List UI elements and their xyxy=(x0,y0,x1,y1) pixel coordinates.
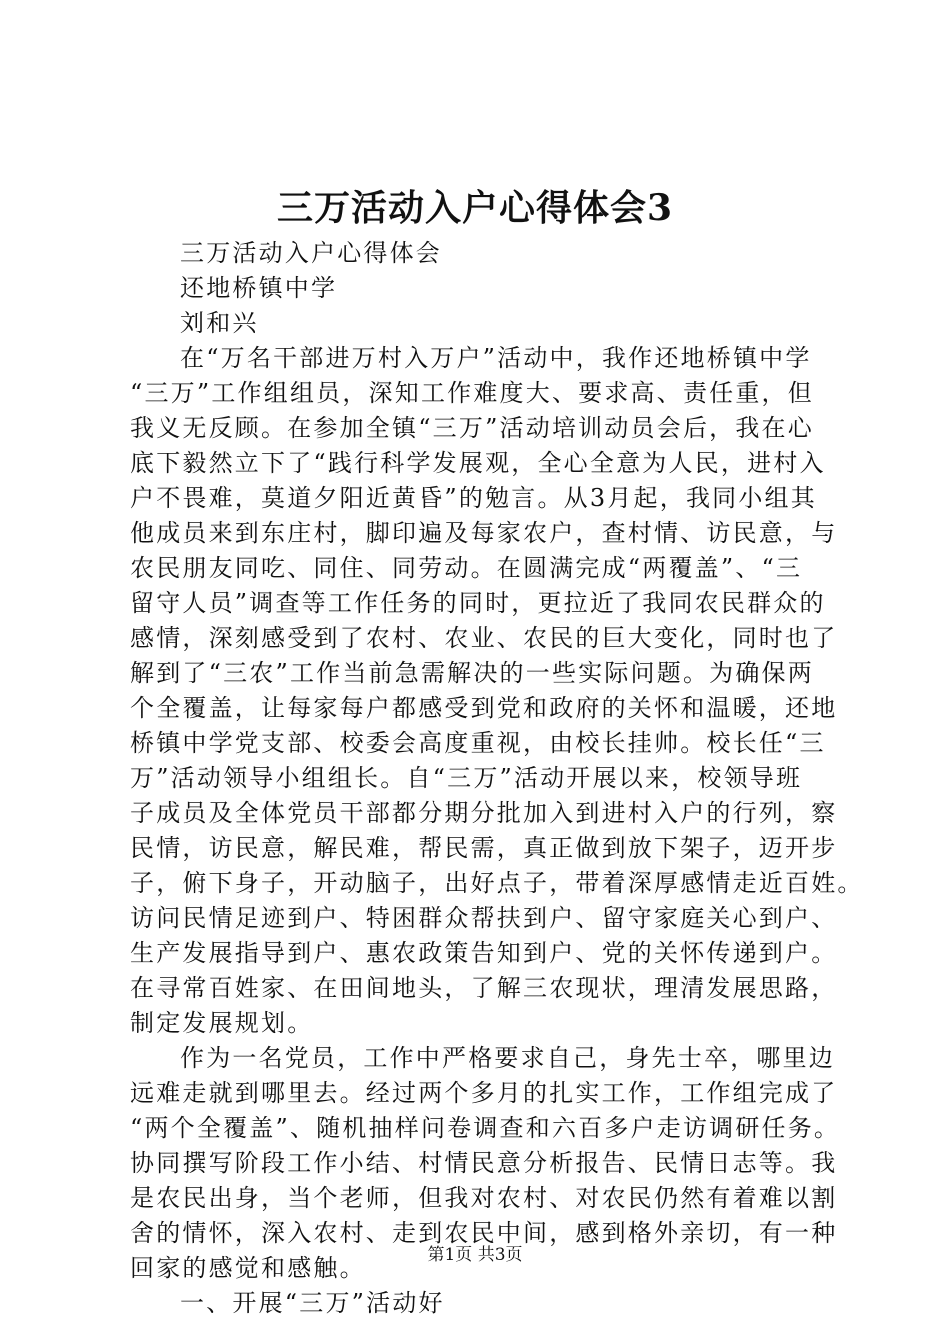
body-line: 万”活动领导小组组长。自“三万”活动开展以来，校领导班 xyxy=(130,764,803,792)
body-line: 刘和兴 xyxy=(180,309,259,337)
body-line: 协同撰写阶段工作小结、村情民意分析报告、民情日志等。我 xyxy=(130,1149,838,1177)
body-line: “三万”工作组组员，深知工作难度大、要求高、责任重，但 xyxy=(130,379,814,407)
body-line: 在“万名干部进万村入万户”活动中，我作还地桥镇中学 xyxy=(180,344,812,372)
body-line: 在寻常百姓家、在田间地头，了解三农现状，理清发展思路， xyxy=(130,974,838,1002)
body-line: 三万活动入户心得体会 xyxy=(180,239,442,267)
body-line: 户不畏难，莫道夕阳近黄昏”的勉言。从3月起，我同小组其 xyxy=(130,484,817,512)
body-line: 舍的情怀，深入农村、走到农民中间，感到格外亲切，有一种 xyxy=(130,1219,838,1247)
body-line: 回家的感觉和感触。 xyxy=(130,1254,366,1282)
body-line: 解到了“三农”工作当前急需解决的一些实际问题。为确保两 xyxy=(130,659,814,687)
body-line: “两个全覆盖”、随机抽样问卷调查和六百多户走访调研任务。 xyxy=(130,1114,841,1142)
body-line: 桥镇中学党支部、校委会高度重视，由校长挂帅。校长任“三 xyxy=(130,729,826,757)
body-line: 感情，深刻感受到了农村、农业、农民的巨大变化，同时也了 xyxy=(130,624,838,652)
document-body xyxy=(130,236,864,1321)
document-title: 三万活动入户心得体会3 xyxy=(276,187,674,229)
body-line: 子，俯下身子，开动脑子，出好点子，带着深厚感情走近百姓。 xyxy=(130,869,864,897)
page-footer: 第1页 共3页 xyxy=(427,1245,523,1265)
body-line: 留守人员”调查等工作任务的同时，更拉近了我同农民群众的 xyxy=(130,589,826,617)
body-line: 子成员及全体党员干部都分期分批加入到进村入户的行列，察 xyxy=(130,799,838,827)
body-line: 个全覆盖，让每家每户都感受到党和政府的关怀和温暖，还地 xyxy=(130,694,838,722)
body-line: 他成员来到东庄村，脚印遍及每家农户，查村情、访民意，与 xyxy=(130,519,838,547)
body-line: 作为一名党员，工作中严格要求自己，身先士卒，哪里边 xyxy=(180,1044,835,1072)
body-line: 是农民出身，当个老师，但我对农村、对农民仍然有着难以割 xyxy=(130,1184,838,1212)
body-line: 民情，访民意，解民难，帮民需，真正做到放下架子，迈开步 xyxy=(130,834,838,862)
body-line: 我义无反顾。在参加全镇“三万”活动培训动员会后，我在心 xyxy=(130,414,814,442)
body-line: 底下毅然立下了“践行科学发展观，全心全意为人民，进村入 xyxy=(130,449,826,477)
body-line: 远难走就到哪里去。经过两个多月的扎实工作，工作组完成了 xyxy=(130,1079,838,1107)
body-line: 制定发展规划。 xyxy=(130,1009,314,1037)
body-line: 一、开展“三万”活动好 xyxy=(180,1289,445,1317)
body-line: 访问民情足迹到户、特困群众帮扶到户、留守家庭关心到户、 xyxy=(130,904,838,932)
body-line: 农民朋友同吃、同住、同劳动。在圆满完成“两覆盖”、“三 xyxy=(130,554,803,582)
body-line: 生产发展指导到户、惠农政策告知到户、党的关怀传递到户。 xyxy=(130,939,838,967)
body-line: 还地桥镇中学 xyxy=(180,274,338,302)
